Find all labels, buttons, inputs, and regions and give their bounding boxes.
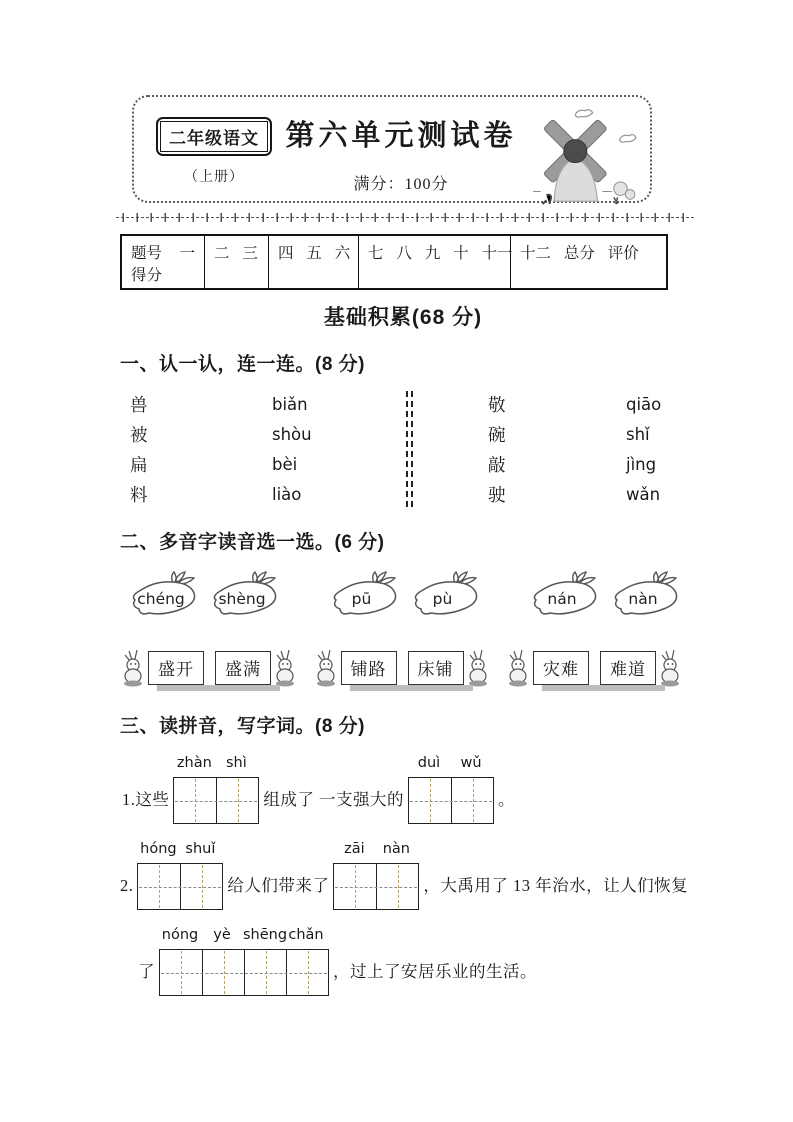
match-pinyin-right: jìng xyxy=(626,454,657,474)
match-divider xyxy=(406,391,413,507)
match-pinyin-left: bèi xyxy=(272,454,298,474)
full-score-label: 满分：100分 xyxy=(353,176,449,193)
cut-line-divider xyxy=(116,213,694,222)
word-card: 灾难 xyxy=(533,651,589,685)
radish-group xyxy=(529,570,682,622)
radish-group xyxy=(329,570,482,622)
paper-title: 第六单元测试卷 xyxy=(285,120,517,152)
pinyin-label: yè xyxy=(213,927,231,943)
writing-cell xyxy=(180,864,222,909)
score-table-row2-label: 得分 xyxy=(131,267,163,284)
match-char-right: 敲 xyxy=(488,454,506,475)
rabbit-mascot-icon xyxy=(657,649,684,687)
word-card-group xyxy=(120,649,299,687)
radish-group xyxy=(128,570,281,622)
radish-bubble xyxy=(529,570,601,622)
pinyin-label: nóng xyxy=(161,927,199,943)
q2-heading: 二、多音字读音选一选。(6 分) xyxy=(120,532,385,553)
match-char-left: 扁 xyxy=(130,454,148,475)
word-card: 盛满 xyxy=(215,651,271,685)
writing-cell xyxy=(174,778,216,823)
pinyin-label: zhàn xyxy=(176,755,212,771)
match-char-left: 兽 xyxy=(130,394,148,415)
match-pinyin-left: biǎn xyxy=(272,394,308,414)
radish-bubble xyxy=(410,570,482,622)
writing-grid xyxy=(408,777,494,824)
score-table-cell: 七 八 九 十 十一 xyxy=(358,236,510,288)
pinyin-label: wǔ xyxy=(460,755,482,771)
score-table-cell: 四 五 六 xyxy=(268,236,358,288)
writing-box xyxy=(408,755,494,824)
writing-cell xyxy=(334,864,376,909)
writing-grid xyxy=(173,777,259,824)
radish-pinyin: pù xyxy=(432,590,453,608)
rabbit-mascot-icon xyxy=(505,649,532,687)
radish-bubble xyxy=(610,570,682,622)
word-card: 铺路 xyxy=(341,651,397,685)
rabbit-mascot-icon xyxy=(120,649,147,687)
pinyin-label: duì xyxy=(417,755,441,771)
writing-cell xyxy=(409,778,451,823)
writing-box xyxy=(173,755,259,824)
pinyin-label: zāi xyxy=(344,841,365,857)
line-prefix: 1.这些 xyxy=(122,790,170,809)
match-pinyin-right: qiāo xyxy=(626,394,662,414)
writing-cell xyxy=(216,778,258,823)
volume-label: （上册） xyxy=(184,170,244,185)
grade-badge xyxy=(156,117,272,156)
writing-cell xyxy=(160,950,202,995)
writing-box xyxy=(159,927,329,996)
match-char-right: 敬 xyxy=(488,394,506,415)
word-card-group xyxy=(505,649,684,687)
radish-pinyin: pū xyxy=(351,590,372,608)
pinyin-label: hóng xyxy=(140,841,177,857)
line-text: 组成了 一支强大的 xyxy=(263,790,404,809)
match-char-right: 碗 xyxy=(488,424,506,445)
writing-grid xyxy=(333,863,419,910)
header-box xyxy=(132,95,652,203)
writing-cell xyxy=(376,864,418,909)
q2-word-card-row xyxy=(120,649,684,687)
writing-cell xyxy=(138,864,180,909)
score-table-cell: 十二 总分 评价 xyxy=(510,236,666,288)
score-table-cell: 二 三 xyxy=(204,236,268,288)
part1-title: 基础积累(68 分) xyxy=(323,306,483,329)
line-text: 给人们带来了 xyxy=(227,876,330,895)
writing-grid xyxy=(159,949,329,996)
windmill-icon xyxy=(524,105,642,205)
pinyin-label: chǎn xyxy=(288,927,324,943)
writing-cell xyxy=(202,950,244,995)
radish-pinyin: nán xyxy=(547,590,577,608)
match-char-left: 料 xyxy=(130,484,148,505)
rabbit-mascot-icon xyxy=(465,649,492,687)
pinyin-label: shēng xyxy=(243,927,288,943)
writing-grid xyxy=(137,863,223,910)
match-pinyin-left: liào xyxy=(272,484,302,504)
match-char-left: 被 xyxy=(130,424,148,445)
q3-line2 xyxy=(120,841,689,910)
rabbit-mascot-icon xyxy=(313,649,340,687)
line-text: 。 xyxy=(498,790,515,809)
word-card: 床铺 xyxy=(408,651,464,685)
radish-bubble xyxy=(329,570,401,622)
line-text: ，过上了安居乐业的生活。 xyxy=(333,962,537,981)
writing-box xyxy=(137,841,223,910)
rabbit-mascot-icon xyxy=(272,649,299,687)
word-card-group xyxy=(313,649,492,687)
word-card: 难道 xyxy=(600,651,656,685)
radish-pinyin: chéng xyxy=(137,590,185,608)
score-table-row1-label: 题号 xyxy=(131,245,163,262)
writing-box xyxy=(333,841,419,910)
match-pinyin-right: shǐ xyxy=(626,424,650,444)
writing-cell xyxy=(244,950,286,995)
q1-match-table xyxy=(130,389,686,509)
q1-heading: 一、认一认，连一连。(8 分) xyxy=(120,354,366,375)
pinyin-label: nàn xyxy=(382,841,410,857)
pinyin-label: shuǐ xyxy=(185,841,216,857)
q3-line3 xyxy=(138,927,686,996)
word-card: 盛开 xyxy=(148,651,204,685)
writing-cell xyxy=(451,778,493,823)
pinyin-label: shì xyxy=(225,755,247,771)
line-text: ，大禹用了 13 年治水，让人们恢复 xyxy=(423,876,689,895)
score-table-q1-num: 一 xyxy=(179,245,195,262)
match-pinyin-right: wǎn xyxy=(626,484,661,504)
q3-line1 xyxy=(122,755,686,824)
writing-cell xyxy=(286,950,328,995)
q3-heading: 三、读拼音，写字词。(8 分) xyxy=(120,716,366,737)
match-char-right: 驶 xyxy=(488,484,506,505)
grade-badge-label: 二年级语文 xyxy=(160,121,268,152)
radish-pinyin: shèng xyxy=(218,590,266,608)
score-table xyxy=(120,234,668,290)
line-prefix: 2. xyxy=(120,876,134,895)
line-prefix: 了 xyxy=(138,962,155,981)
radish-bubble xyxy=(128,570,200,622)
score-table-corner-cell xyxy=(122,236,204,288)
match-pinyin-left: shòu xyxy=(272,424,312,444)
radish-bubble xyxy=(209,570,281,622)
q2-radish-row xyxy=(128,570,682,622)
radish-pinyin: nàn xyxy=(628,590,658,608)
